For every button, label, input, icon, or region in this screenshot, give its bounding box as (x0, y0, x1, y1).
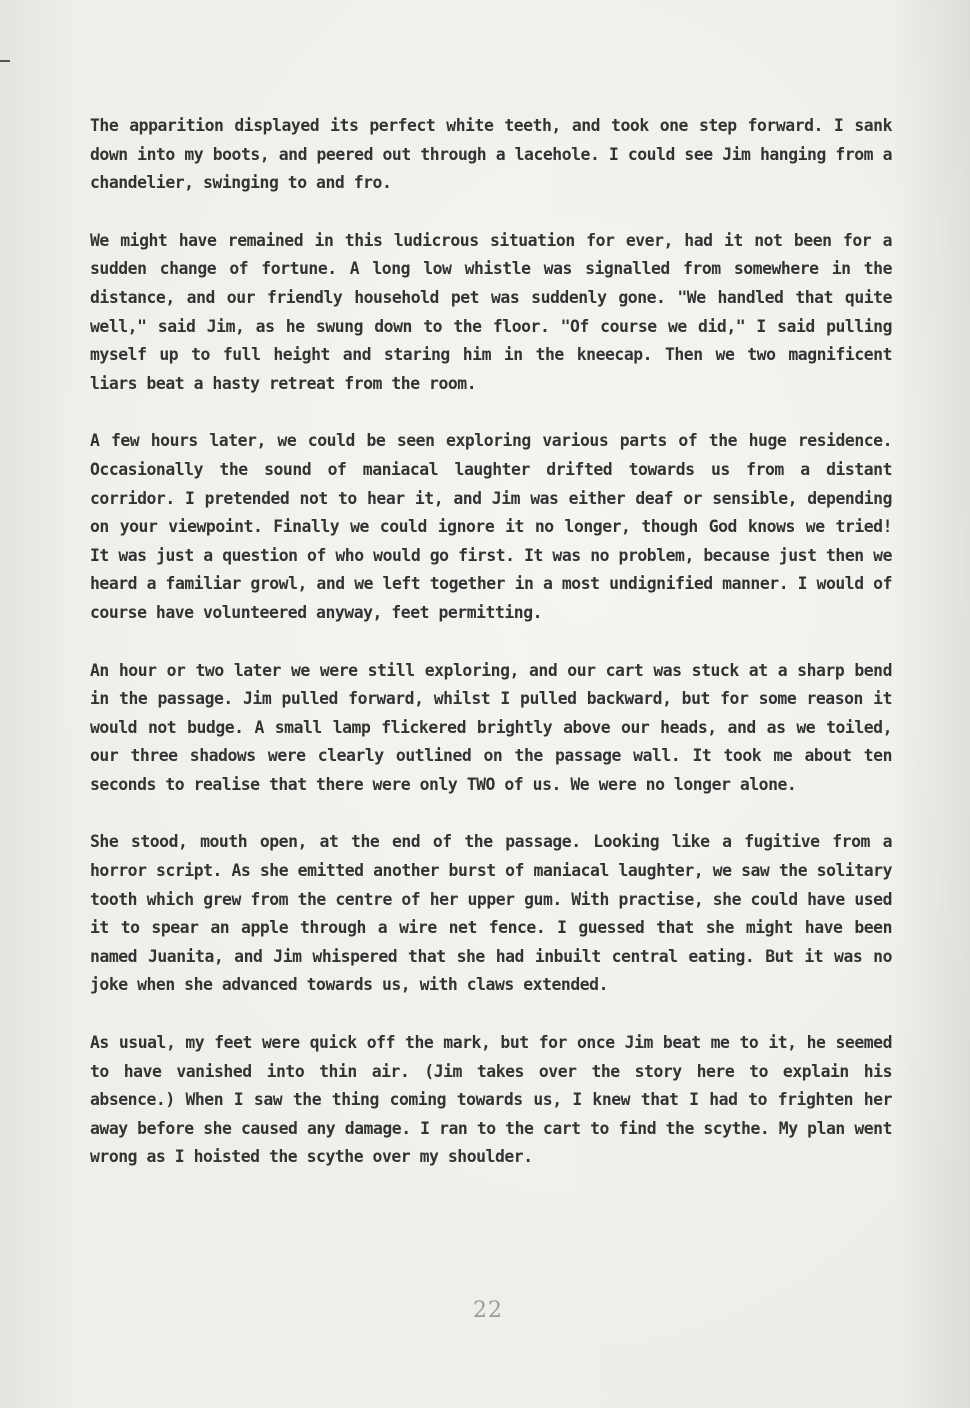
story-text (90, 112, 892, 1201)
paragraph-whistle: We might have remained in this ludicrous situation for ever, had it not been for a sudden change of fortune. A long low whistle was signalled from somewhere in the distance, and our friendly household pet was suddenly gone. "We handled that quite well," said Jim, as he swung down to the floor. "Of course we did," I said pulling myself up to full height and staring him in the kneecap. Then we two magnificent liars beat a hasty retreat from the room. (90, 230, 892, 393)
paragraph-apparition: The apparition displayed its perfect white teeth, and took one step forward. I sank down into my boots, and peered out through a lacehole. I could see Jim hanging from a chandelier, swinging to and fro. (90, 116, 892, 193)
paragraph-scythe: As usual, my feet were quick off the mark, but for once Jim beat me to it, he seemed to have vanished into thin air. (Jim takes over the story here to explain his absence.) When I saw the thing coming towards us, I knew that I had to frighten her away before she caused any damage. I ran to the cart to find the scythe. My plan went wrong as I hoisted the scythe over my shoulder. (90, 1033, 892, 1167)
margin-mark (0, 60, 10, 62)
paragraph-exploring: A few hours later, we could be seen exploring various parts of the huge residence. Occasionally the sound of maniacal laughter drifted towards us from a distant corridor. I pretended not to hear it, and Jim was either deaf or sensible, depending on your viewpoint. Finally we could ignore it no longer, though God knows we tried! It was just a question of who would go first. It was no problem, because just then we heard a familiar growl, and we left together in a most undignified manner. I would of course have volunteered anyway, feet permitting. (90, 431, 892, 622)
paragraph-juanita: She stood, mouth open, at the end of the passage. Looking like a fugitive from a horror script. As she emitted another burst of maniacal laughter, we saw the solitary tooth which grew from the centre of her upper gum. With practise, she could have used it to spear an apple through a wire net fence. I guessed that she might have been named Juanita, and Jim whispered that she had inbuilt central eating. But it was no joke when she advanced towards us, with claws extended. (90, 832, 892, 995)
paragraph-shadows: An hour or two later we were still exploring, and our cart was stuck at a sharp bend in the passage. Jim pulled forward, whilst I pulled backward, but for some reason it would not budge. A small lamp flickered brightly above our heads, and as we toiled, our three shadows were clearly outlined on the passage wall. It took me about ten seconds to realise that there were only TWO of us. We were no longer alone. (90, 660, 892, 794)
page-number: 22 (473, 1298, 503, 1323)
